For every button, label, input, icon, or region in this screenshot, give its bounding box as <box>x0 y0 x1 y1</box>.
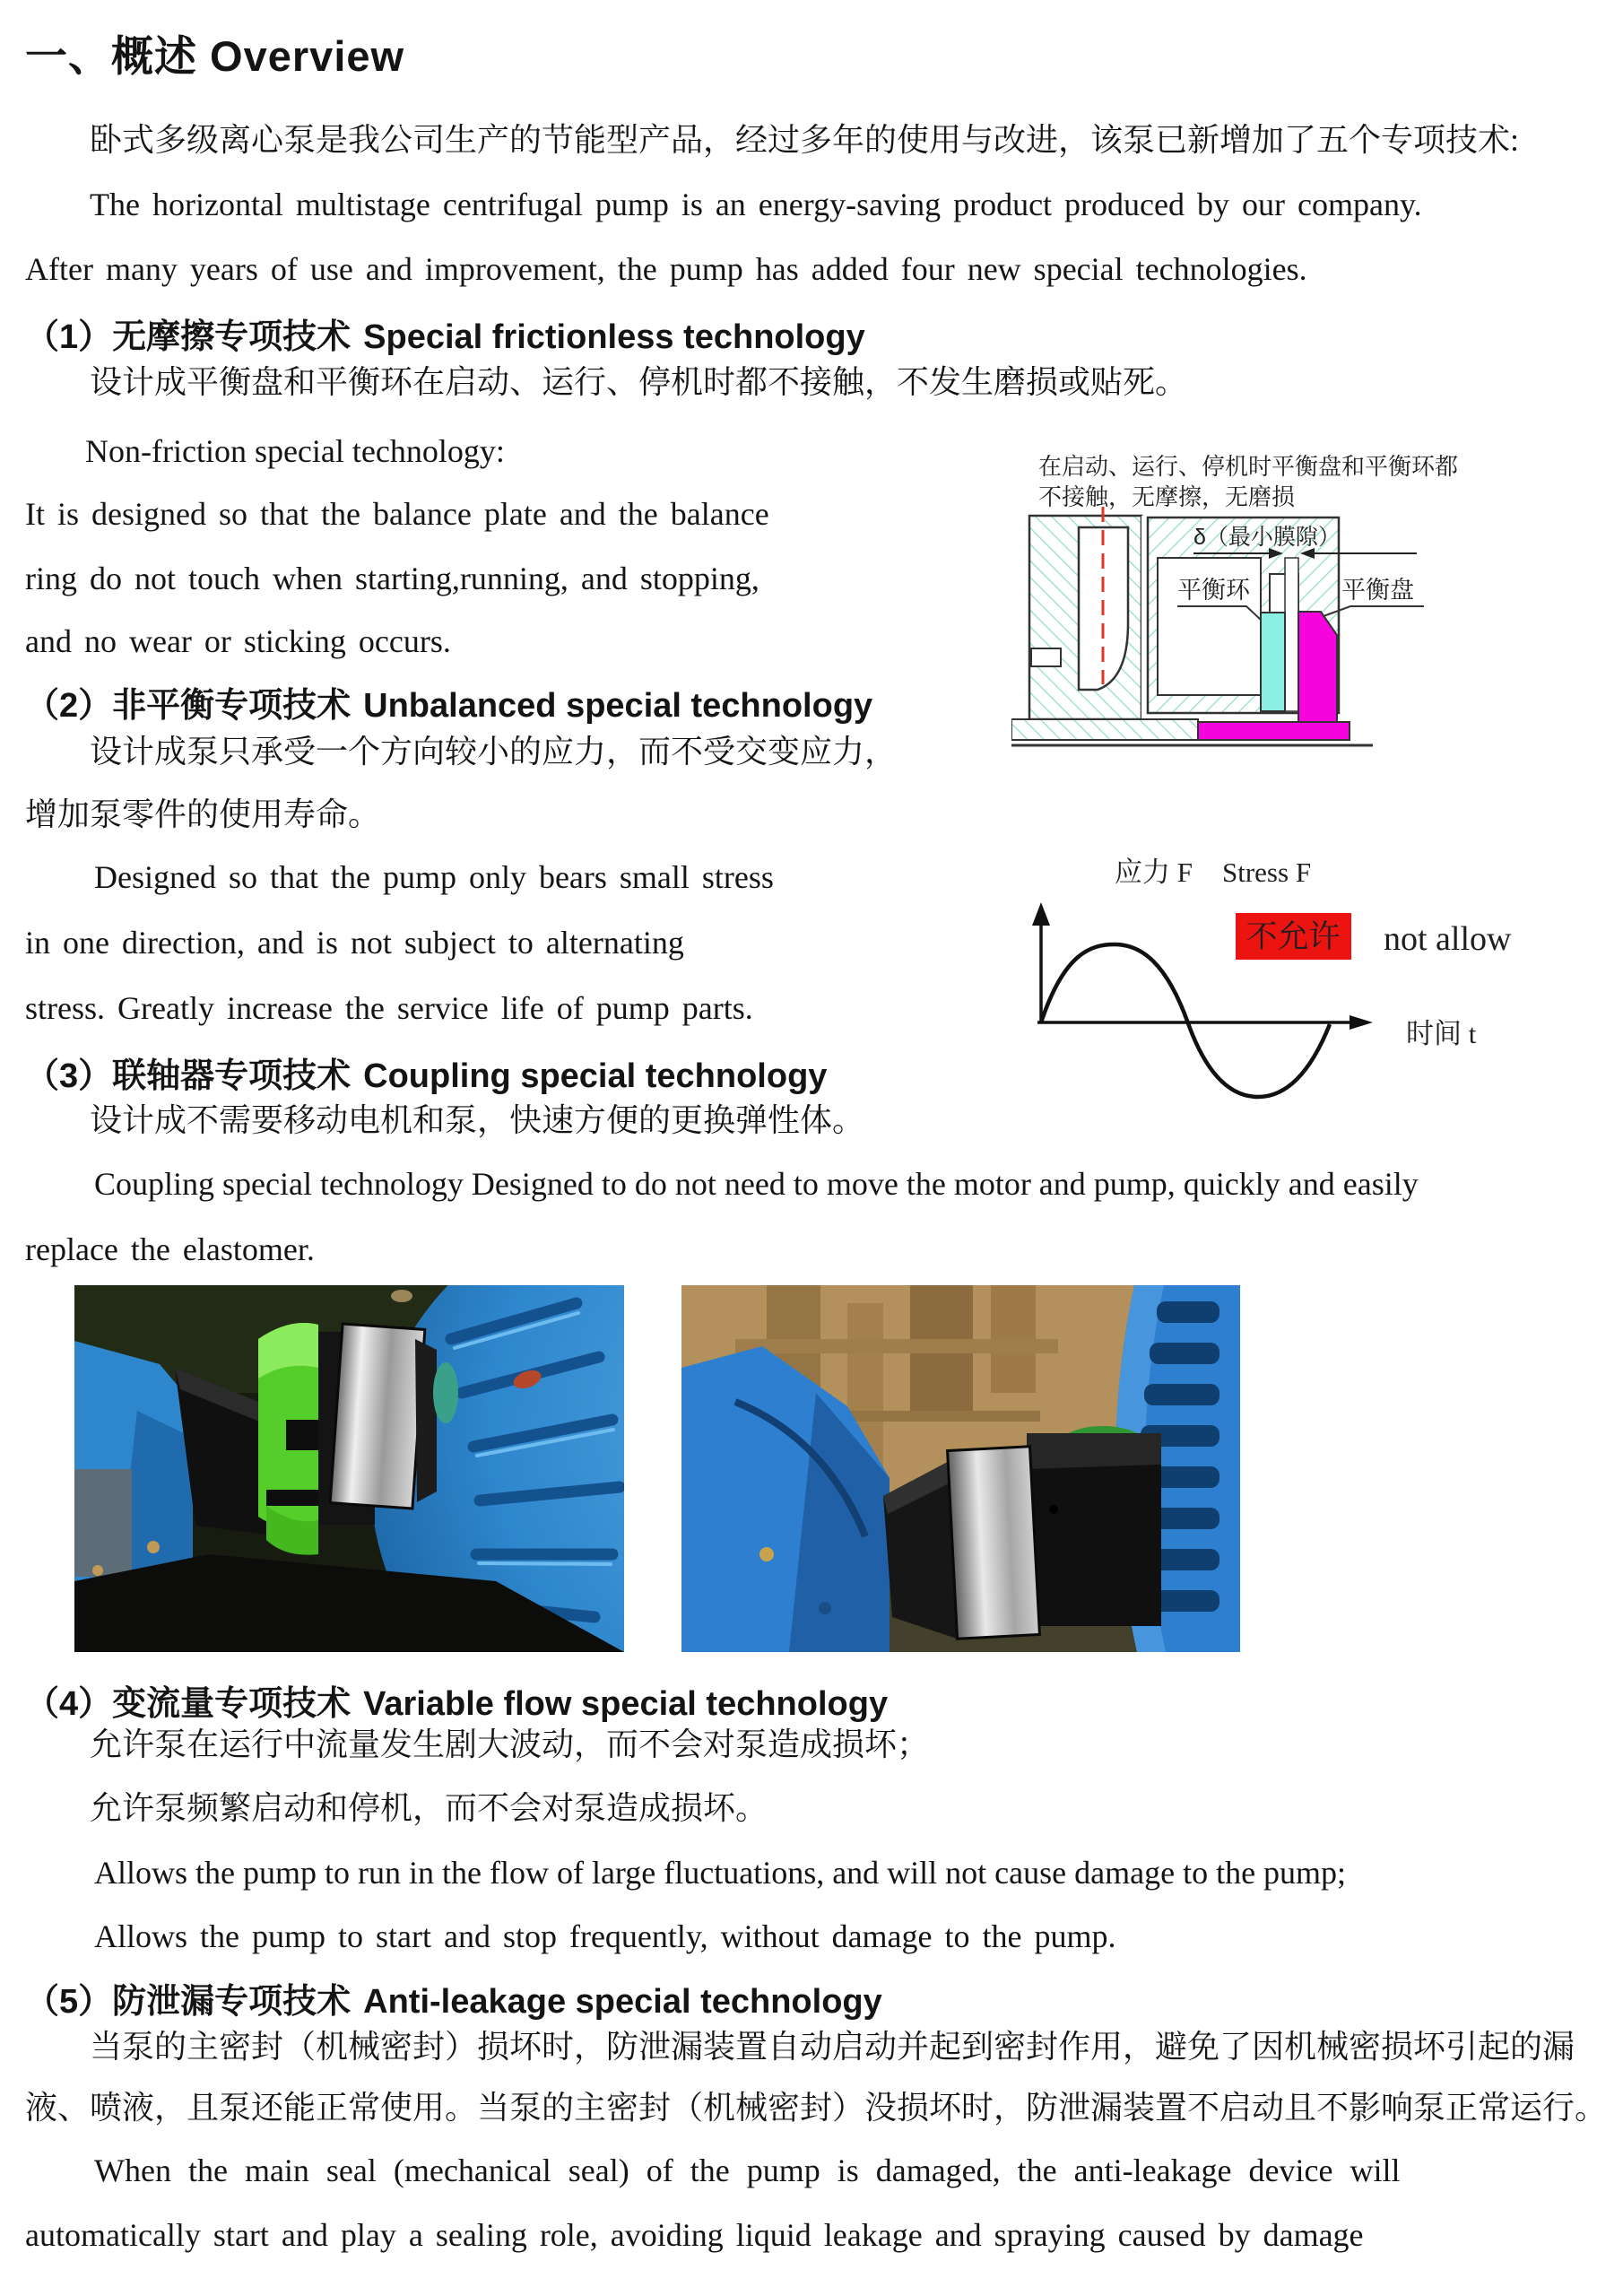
section3-en-1: Coupling special technology Designed to do not need to move the motor and pump, quickly and easily <box>94 1166 1419 1202</box>
section5-heading-cn: （5）防泄漏专项技术 <box>25 1983 352 2021</box>
intro-en-2: After many years of use and improvement, the pump has added four new special technologies. <box>25 251 1307 287</box>
coupling-photo-right <box>681 1285 1240 1652</box>
stress-curve-diagram <box>982 834 1623 1130</box>
section4-heading-cn: （4）变流量专项技术 <box>25 1685 352 1723</box>
section3-cn: 设计成不需要移动电机和泵，快速方便的更换弹性体。 <box>90 1102 865 1138</box>
section4-cn-1: 允许泵在运行中流量发生剧大波动，而不会对泵造成损坏； <box>90 1726 930 1762</box>
section1-heading <box>25 309 865 358</box>
stress-sine-curve <box>1041 944 1330 1097</box>
section2-heading <box>25 677 872 726</box>
section1-heading-cn: （1）无摩擦专项技术 <box>25 318 352 356</box>
stress-label-cn: 应力 F <box>1115 857 1193 888</box>
y-axis-arrow <box>1032 902 1050 926</box>
x-axis-arrow <box>1350 1015 1373 1030</box>
section5-en-1: When the main seal (mechanical seal) of the pump is damaged, the anti-leakage device will <box>94 2152 1401 2188</box>
balance-diagram-caption-2: 不接触，无摩擦，无磨损 <box>1038 483 1296 510</box>
section2-en-1: Designed so that the pump only bears small stress <box>94 859 774 895</box>
section5-heading-en: Anti-leakage special technology <box>363 1983 882 2021</box>
intro-cn: 卧式多级离心泵是我公司生产的节能型产品，经过多年的使用与改进，该泵已新增加了五个专项技术: <box>90 122 1520 158</box>
section1-en-label: Non-friction special technology: <box>85 433 505 469</box>
section4-cn-2: 允许泵频繁启动和停机，而不会对泵造成损坏。 <box>90 1790 768 1826</box>
section1-en-1: It is designed so that the balance plate and the balance <box>25 496 769 532</box>
balance-ring-label: 平衡环 <box>1177 577 1250 604</box>
not-allow-en: not allow <box>1384 920 1512 958</box>
section4-heading-en: Variable flow special technology <box>363 1685 889 1723</box>
section1-cn: 设计成平衡盘和平衡环在启动、运行、停机时都不接触，不发生磨损或贴死。 <box>90 364 1188 400</box>
section5-en-2: automatically start and play a sealing role, avoiding liquid leakage and spraying caused by damage <box>25 2217 1364 2253</box>
not-allow-cn: 不允许 <box>1245 919 1341 954</box>
intro-en-1: The horizontal multistage centrifugal pump is an energy-saving product produced by our company. <box>90 187 1422 222</box>
section4-en-1: Allows the pump to run in the flow of large fluctuations, and will not cause damage to the pump; <box>94 1855 1347 1891</box>
section2-heading-cn: （2）非平衡专项技术 <box>25 687 352 725</box>
section2-cn-2: 增加泵零件的使用寿命。 <box>25 796 381 832</box>
section3-heading <box>25 1048 827 1097</box>
section3-heading-cn: （3）联轴器专项技术 <box>25 1057 352 1095</box>
section5-cn-1: 当泵的主密封（机械密封）损坏时，防泄漏装置自动启动并起到密封作用，避免了因机械密损坏引起的漏 <box>90 2029 1575 2065</box>
section2-en-2: in one direction, and is not subject to alternating <box>25 925 684 961</box>
section1-en-3: and no wear or sticking occurs. <box>25 623 451 659</box>
shaft-strip <box>1011 719 1198 740</box>
time-label: 时间 t <box>1406 1018 1477 1049</box>
section5-heading <box>25 1973 882 2022</box>
stress-label-en: Stress F <box>1222 857 1312 888</box>
section3-en-2: replace the elastomer. <box>25 1231 315 1267</box>
section5-cn-2: 液、喷液，且泵还能正常使用。当泵的主密封（机械密封）没损坏时，防泄漏装置不启动且不影响泵正常运行。 <box>25 2090 1608 2126</box>
section2-en-3: stress. Greatly increase the service life of pump parts. <box>25 990 753 1026</box>
section3-heading-en: Coupling special technology <box>363 1057 828 1095</box>
gap-label: δ（最小膜隙） <box>1193 525 1341 550</box>
balance-plate-diagram <box>1011 444 1623 767</box>
balance-diagram-caption-1: 在启动、运行、停机时平衡盘和平衡环都 <box>1038 453 1459 480</box>
coupling-photo-left <box>74 1285 624 1652</box>
balance-ring-shape <box>1261 613 1285 711</box>
balance-plate-label: 平衡盘 <box>1341 577 1414 604</box>
section2-cn-1: 设计成泵只承受一个方向较小的应力，而不受交变应力， <box>90 734 898 770</box>
section2-heading-en: Unbalanced special technology <box>363 687 873 725</box>
pump-casing-left-section <box>1029 507 1148 719</box>
section4-heading <box>25 1675 888 1725</box>
section4-en-2: Allows the pump to start and stop frequently, without damage to the pump. <box>94 1918 1116 1954</box>
page-title: 一、概述 Overview <box>25 32 405 80</box>
section1-heading-en: Special frictionless technology <box>363 318 865 356</box>
section1-en-2: ring do not touch when starting,running, and stopping, <box>25 561 759 596</box>
